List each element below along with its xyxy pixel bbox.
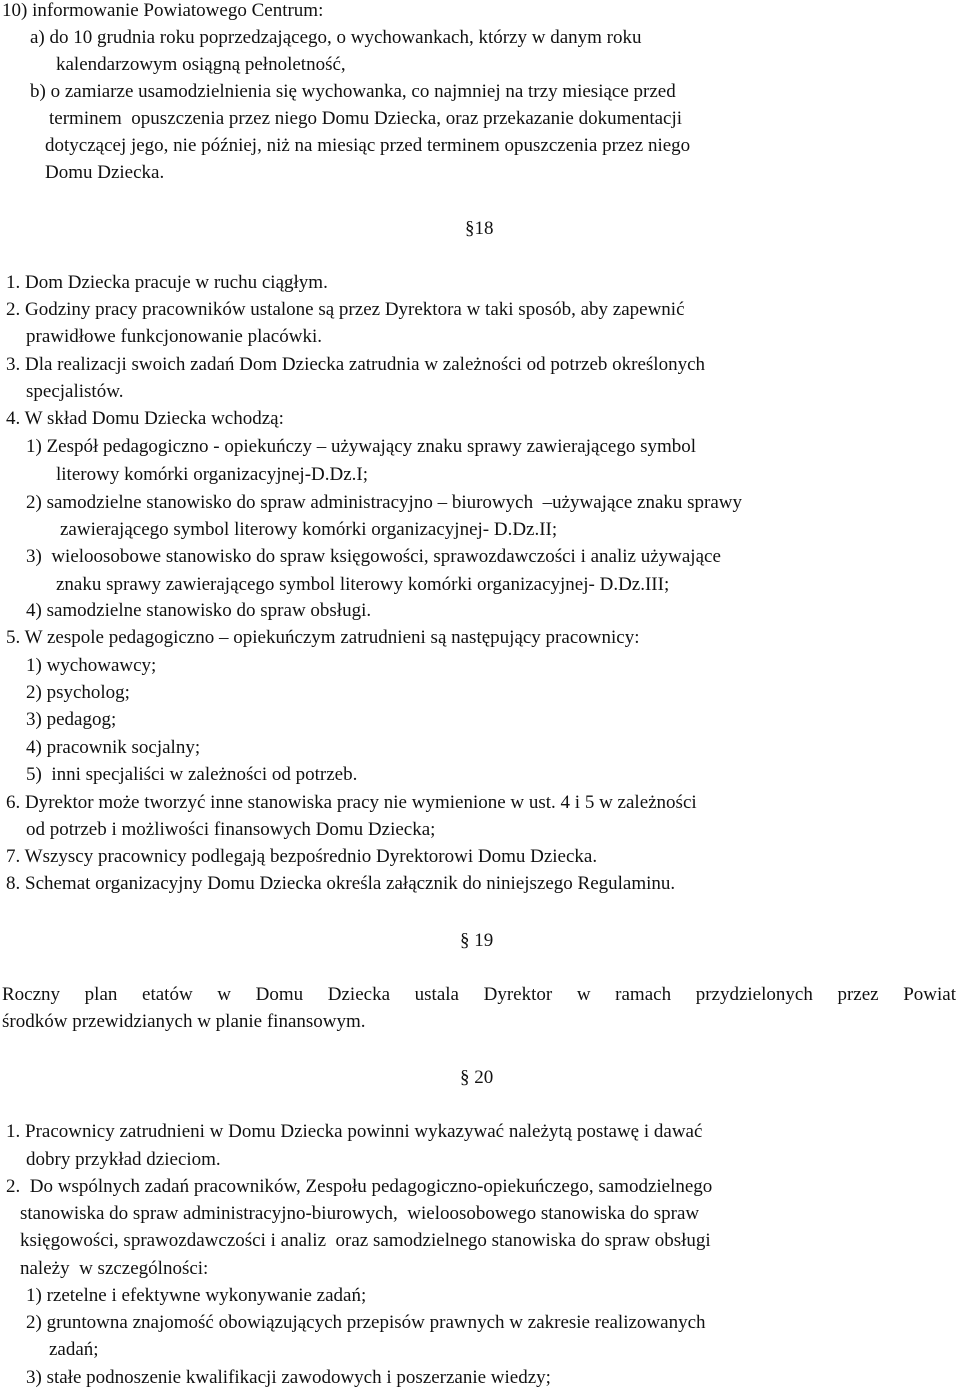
s18-item-4: 4. W skład Domu Dziecka wchodzą: — [6, 408, 284, 429]
s18-item-4-1-line1: 1) Zespół pedagogiczno - opiekuńczy – używający znaku sprawy zawierającego symbol — [26, 436, 697, 457]
section-18-heading: §18 — [465, 218, 494, 239]
s20-item-2-2-line2: zadań; — [49, 1339, 99, 1360]
s18-item-3-line1: 3. Dla realizacji swoich zadań Dom Dziecka zatrudnia w zależności od potrzeb określonych — [6, 354, 706, 375]
s18-item-5-1: 1) wychowawcy; — [26, 655, 157, 676]
item-10b-line3: dotyczącej jego, nie później, niż na miesiąc przed terminem opuszczenia przez niego — [45, 135, 691, 156]
section-20-heading: § 20 — [460, 1067, 494, 1088]
s20-item-1-line1: 1. Pracownicy zatrudnieni w Domu Dziecka powinni wykazywać należytą postawę i dawać — [6, 1121, 703, 1142]
item-10b-line4: Domu Dziecka. — [45, 162, 165, 183]
s20-item-1-line2: dobry przykład dzieciom. — [26, 1149, 221, 1170]
item-10-heading: 10) informowanie Powiatowego Centrum: — [2, 0, 324, 21]
s18-item-2-line1: 2. Godziny pracy pracowników ustalone są przez Dyrektora w taki sposób, aby zapewnić — [6, 299, 685, 320]
s20-item-2-line2: stanowiska do spraw administracyjno-biurowych, wieloosobowego stanowiska do spraw — [20, 1203, 700, 1224]
s18-item-1: 1. Dom Dziecka pracuje w ruchu ciągłym. — [6, 272, 328, 293]
s19-text-line2: środków przewidzianych w planie finansowym. — [2, 1011, 366, 1032]
s18-item-7: 7. Wszyscy pracownicy podlegają bezpośrednio Dyrektorowi Domu Dziecka. — [6, 846, 598, 867]
s18-item-6-line1: 6. Dyrektor może tworzyć inne stanowiska pracy nie wymienione w ust. 4 i 5 w zależności — [6, 792, 697, 813]
s18-item-5: 5. W zespole pedagogiczno – opiekuńczym zatrudnieni są następujący pracownicy: — [6, 627, 640, 648]
s18-item-4-3-line2: znaku sprawy zawierającego symbol literowy komórki organizacyjnej- D.Dz.III; — [56, 574, 670, 595]
s19-text-line1: Roczny plan etatów w Domu Dziecka ustala Dyrektor w ramach przydzielonych przez Powiat — [2, 984, 956, 1005]
s20-item-2-line3: księgowości, sprawozdawczości i analiz oraz samodzielnego stanowiska do spraw obsługi — [20, 1230, 711, 1251]
item-10b-line2: terminem opuszczenia przez niego Domu Dziecka, oraz przekazanie dokumentacji — [49, 108, 683, 129]
s18-item-4-4: 4) samodzielne stanowisko do spraw obsługi. — [26, 600, 372, 621]
s20-item-2-3: 3) stałe podnoszenie kwalifikacji zawodowych i poszerzanie wiedzy; — [26, 1367, 551, 1388]
s18-item-5-4: 4) pracownik socjalny; — [26, 737, 201, 758]
item-10a-line2: kalendarzowym osiągną pełnoletność, — [56, 54, 346, 75]
s20-item-2-line1: 2. Do wspólnych zadań pracowników, Zespołu pedagogiczno-opiekuńczego, samodzielnego — [6, 1176, 713, 1197]
s18-item-2-line2: prawidłowe funkcjonowanie placówki. — [26, 326, 322, 347]
s20-item-2-1: 1) rzetelne i efektywne wykonywanie zadań; — [26, 1285, 367, 1306]
s18-item-5-5: 5) inni specjaliści w zależności od potrzeb. — [26, 764, 358, 785]
s20-item-2-line4: należy w szczególności: — [20, 1258, 209, 1279]
item-10a-line1: a) do 10 grudnia roku poprzedzającego, o wychowankach, którzy w danym roku — [30, 27, 642, 48]
s18-item-4-3-line1: 3) wieloosobowe stanowisko do spraw księgowości, sprawozdawczości i analiz używające — [26, 546, 721, 567]
s20-item-2-2-line1: 2) gruntowna znajomość obowiązujących przepisów prawnych w zakresie realizowanych — [26, 1312, 706, 1333]
s18-item-5-3: 3) pedagog; — [26, 709, 117, 730]
item-10b-line1: b) o zamiarze usamodzielnienia się wychowanka, co najmniej na trzy miesiące przed — [30, 81, 676, 102]
s18-item-4-1-line2: literowy komórki organizacyjnej-D.Dz.I; — [56, 464, 368, 485]
s18-item-6-line2: od potrzeb i możliwości finansowych Domu Dziecka; — [26, 819, 436, 840]
s18-item-3-line2: specjalistów. — [26, 381, 124, 402]
s18-item-4-2-line1: 2) samodzielne stanowisko do spraw administracyjno – biurowych –używające znaku sprawy — [26, 492, 742, 513]
s18-item-5-2: 2) psycholog; — [26, 682, 130, 703]
s18-item-4-2-line2: zawierającego symbol literowy komórki organizacyjnej- D.Dz.II; — [60, 519, 558, 540]
s18-item-8: 8. Schemat organizacyjny Domu Dziecka określa załącznik do niniejszego Regulaminu. — [6, 873, 676, 894]
section-19-heading: § 19 — [460, 930, 494, 951]
